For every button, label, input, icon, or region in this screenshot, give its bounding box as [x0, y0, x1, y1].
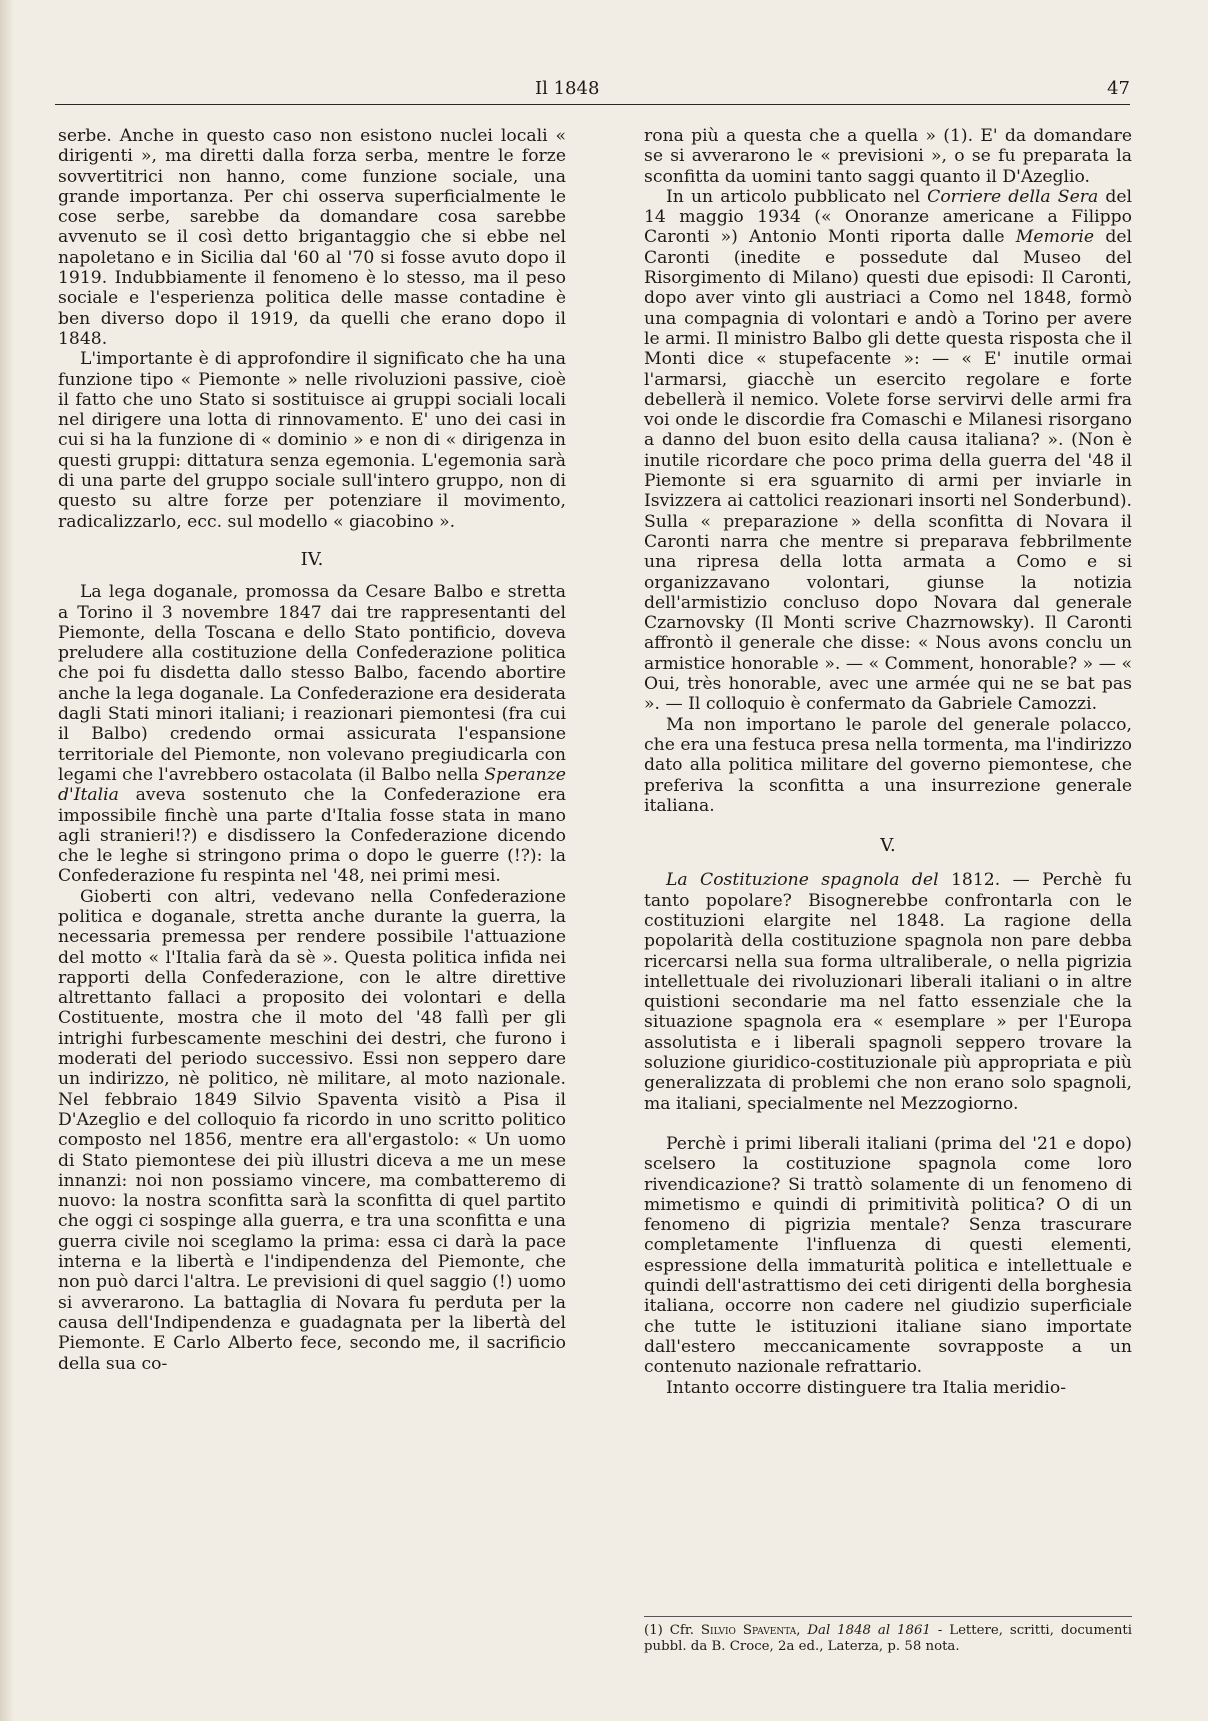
running-title: Il 1848 — [535, 78, 600, 99]
paragraph-text: La lega doganale, promossa da Cesare Balbo e stretta a Torino il 3 novembre 1847 dai tre rappresentanti del Piemonte, della Toscana e dello Stato pontificio, doveva preludere alla costituzione della Confederazione politica che poi fu disdetta dallo stesso Balbo, facendo abortire anche la lega doganale. La Confederazione era desiderata dagli Stati minori italiani; i reazionari piemontesi (fra cui il Balbo) credendo ormai assicurata l'espansione territoriale del Piemonte, non volevano pregiudicarla con legami che l'avrebbero ostacolata (il Balbo nella — [58, 582, 566, 785]
memoir-title: Memorie — [1015, 227, 1095, 248]
page-edge-shadow — [0, 0, 14, 1721]
paragraph: Gioberti con altri, vedevano nella Confederazione politica e doganale, stretta anche durante la guerra, la necessaria premessa per rendere possibile l'attuazione del motto « l'Italia farà da sè ». Questa politica infida nei rapporti della Confederazione, con le altre direttive altrettanto fallaci a proposito dei volontari e della Costituente, mostra che il moto del '48 fallì per gli intrighi furbescamente meschini dei destri, che furono i moderati del periodo successivo. Essi non seppero dare un indirizzo, nè politico, nè militare, al moto nazionale. Nel febbraio 1849 Silvio Spaventa visitò a Pisa il D'Azeglio e del colloquio fa ricordo in uno scritto politico composto nel 1856, mentre era all'ergastolo: « Un uomo di Stato piemontese dei più illustri diceva a me un mese innanzi: noi non possiamo vincere, ma combatteremo di nuovo: la nostra sconfitta sarà la sconfitta di quel partito che oggi ci sospinge alla guerra, e tra una sconfitta e una guerra civile noi sceglamo la prima: essa ci darà la pace interna e la libertà e l'indipendenza del Piemonte, che non può darci l'altra. Le previsioni di quel saggio (!) uomo si avverarono. La battaglia di Novara fu perduta per la causa dell'Indipendenza e guadagnata per la libertà del Piemonte. E Carlo Alberto fece, secondo me, il sacrificio della sua co- — [58, 886, 566, 1374]
paragraph: rona più a questa che a quella » (1). E' da domandare se si avverarono le « previsioni », o se fu preparata la sconfitta da uomini tanto saggi quanto il D'Azeglio. — [644, 126, 1132, 187]
left-column — [58, 126, 566, 1374]
paragraph: serbe. Anche in questo caso non esistono nuclei locali « dirigenti », ma diretti dalla forza serba, mentre le forze sovvertitrici non hanno, come funzione sociale, una grande importanza. Per chi osserva superficialmente le cose serbe, sarebbe da domandare cosa sarebbe avvenuto se il così detto brigantaggio che si ebbe nel napoletano e in Sicilia dal '60 al '70 si fosse avuto dopo il 1919. Indubbiamente il fenomeno è lo stesso, ma il peso sociale e l'esperienza politica delle masse contadine è ben diverso dopo il 1919, da quelli che erano dopo il 1848. — [58, 126, 566, 349]
paragraph-text: 1812. — Perchè fu tanto popolare? Bisognerebbe confrontarla con le costituzioni elargite nel 1848. La ragione della popolarità della costituzione spagnola non pare debba ricercarsi nella sua forma ultraliberale, o nella pigrizia intellettuale dei rivoluzionari liberali italiani o in altre quistioni secondarie ma nel fatto essenziale che la situazione spagnola era « esemplare » per l'Europa assolutista e i liberali spagnoli seppero trovare la soluzione giuridico-costituzionale più appropriata e più generalizzata di problemi che non erano solo spagnoli, ma italiani, specialmente nel Mezzogiorno. — [644, 870, 1133, 1114]
paragraph — [58, 582, 566, 886]
paragraph: L'importante è di approfondire il significato che ha una funzione tipo « Piemonte » nelle rivoluzioni passive, cioè il fatto che uno Stato si sostituisce ai gruppi sociali locali nel dirigere una lotta di rinnovamento. E' uno dei casi in cui si ha la funzione di « dominio » e non di « dirigenza in questi gruppi: dittatura senza egemonia. L'egemonia sarà di una parte del gruppo sociale sull'intero gruppo, non di questo su altre forze per potenziare il movimento, radicalizzarlo, ecc. sul modello « giacobino ». — [58, 349, 566, 532]
page-number: 47 — [1107, 78, 1130, 99]
paragraph: Ma non importano le parole del generale polacco, che era una festuca presa nella tormenta, ma l'indirizzo dato alla politica militare del governo piemontese, che preferiva la sconfitta a una insurrezione generale italiana. — [644, 714, 1132, 816]
section-topic-title: La Costituzione spagnola del — [666, 870, 939, 891]
footnote-title: Dal 1848 al 1861 — [807, 1623, 931, 1638]
paragraph — [644, 187, 1132, 715]
paragraph-text: del Caronti (inedite e possedute dal Museo del Risorgimento di Milano) questi due episodi: Il Caronti, dopo aver vinto gli austriaci a Como nel 1848, formò una compagnia di volontari e andò a Torino per avere le armi. Il ministro Balbo gli dette questa risposta che il Monti dice « stupefacente »: — « E' inutile ormai l'armarsi, giacchè un esercito regolare e forte debellerà il nemico. Volete forse servirvi delle armi fra voi onde le discordie fra Comaschi e Milanesi risorgano a danno del buon esito della causa italiana? ». (Non è inutile ricordare che poco prima della guerra del '48 il Piemonte si era sguarnito di armi per inviarle in Isvizzera ai cattolici reazionari insorti nel Sonderbund). Sulla « preparazione » della sconfitta di Novara il Caronti narra che mentre si preparava febbrilmente una ripresa della lotta armata a Como e si organizzavano volontari, giunse la notizia dell'armistizio concluso dopo Novara dal generale Czarnovsky (Il Monti scrive Chazrnowsky). Il Caronti affrontò il generale che disse: « Nous avons conclu un armistice honorable ». — « Comment, honorable? » — « Oui, très honorable, avec une armée qui ne se bat pas ». — Il colloquio è confermato da Gabriele Camozzi. — [644, 227, 1132, 715]
right-column — [644, 126, 1132, 1398]
section-heading-iv: IV. — [300, 548, 324, 570]
paragraph: Perchè i primi liberali italiani (prima del '21 e dopo) scelsero la costituzione spagnola come loro rivendicazione? Si trattò solamente di un fenomeno di mimetismo e quindi di primitività politica? O di un fenomeno di pigrizia mentale? Senza trascurare completamente l'influenza di questi elementi, espressione della immaturità politica e intellettuale e quindi dell'astrattismo dei ceti dirigenti della borghesia italiana, occorre non cadere nel giudizio superficiale che tutte le istituzioni italiane siano importate dall'estero meccanicamente sovrapposte a un contenuto nazionale refrattario. — [644, 1133, 1132, 1378]
paragraph-text: aveva sostenuto che la Confederazione era impossibile finchè una parte d'Italia fosse stata in mano agli stranieri!?) e disdissero la Confederazione dicendo che le leghe si stringono prima o dopo le guerre (!?): la Confederazione fu respinta nel '48, nei primi mesi. — [58, 785, 566, 887]
footnote-text: - Lettere, scritti, documenti pubbl. da B. Croce, 2a ed., Laterza, p. 58 nota. — [644, 1623, 1133, 1654]
paragraph — [644, 870, 1132, 1114]
running-header — [55, 70, 1130, 105]
paragraph: Intanto occorre distinguere tra Italia meridio- — [666, 1377, 1067, 1398]
footnote — [644, 1616, 1132, 1655]
newspaper-title: Corriere della Sera — [927, 186, 1099, 207]
section-heading-v: V. — [880, 835, 896, 857]
book-title: Speranze d'Italia — [58, 764, 566, 806]
paragraph-text: del 14 maggio 1934 (« Onoranze americane a Filippo Caronti ») Antonio Monti riporta dalle — [644, 186, 1132, 248]
footnote-marker: (1) Cfr. — [644, 1623, 694, 1638]
paragraph-text: In un articolo pubblicato nel — [666, 186, 921, 207]
footnote-author: Silvio Spaventa, — [700, 1623, 801, 1638]
